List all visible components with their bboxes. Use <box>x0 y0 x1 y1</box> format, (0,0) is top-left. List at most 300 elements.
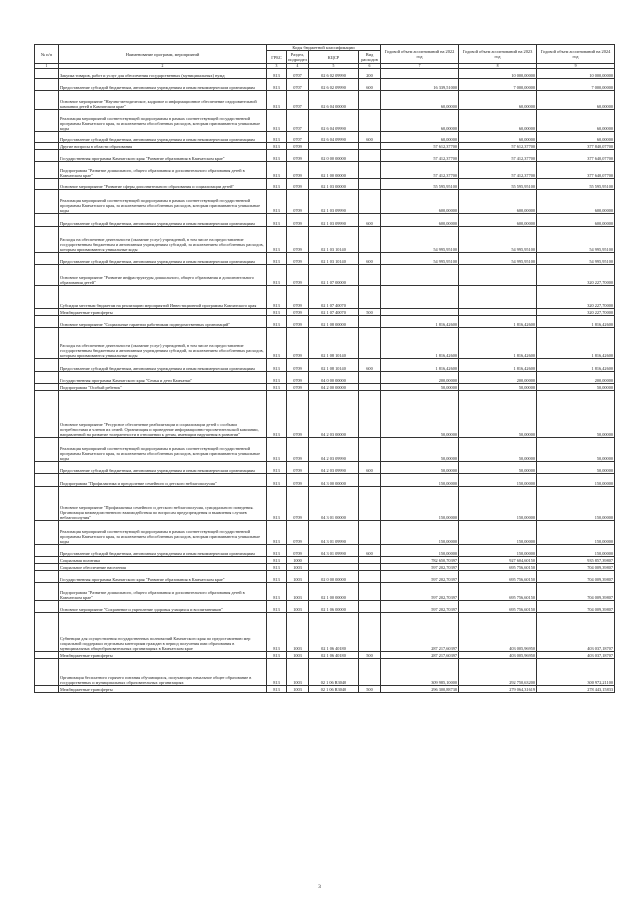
row-name: Предоставление субсидий бюджетным, автономным учреждениям и иным некоммерческим организациям <box>59 132 267 143</box>
row-name: Социальная политика <box>59 557 267 564</box>
row-name: Предоставление субсидий бюджетным, автономным учреждениям и иным некоммерческим организациям <box>59 79 267 91</box>
row-2022: 50,00000 <box>381 438 459 462</box>
row-name: Предоставление субсидий бюджетным, автономным учреждениям и иным некоммерческим организациям <box>59 214 267 227</box>
table-row <box>35 132 615 143</box>
header-2024: Годовой объем ассигнований на 2024 год <box>537 45 615 64</box>
row-2024: 150,00000 <box>537 521 615 545</box>
header-2022: Годовой объем ассигнований на 2022 год <box>381 45 459 64</box>
row-kcsr: 02 6 04 09990 <box>309 132 359 143</box>
row-num <box>35 253 59 265</box>
row-kcsr: 02 0 00 00000 <box>309 150 359 162</box>
row-grbs: 813 <box>267 110 287 132</box>
row-kcsr: 04 2 00 00000 <box>309 384 359 391</box>
row-num <box>35 601 59 613</box>
row-vr: 200 <box>359 69 381 79</box>
row-kcsr <box>309 143 359 150</box>
row-2022: 150,00000 <box>381 545 459 557</box>
header-name: Наименование программ, мероприятий <box>59 45 267 64</box>
row-section: 0709 <box>287 265 309 286</box>
row-grbs: 813 <box>267 384 287 391</box>
row-2023: 600,00000 <box>459 190 537 214</box>
row-vr: 500 <box>359 686 381 693</box>
row-kcsr: 02 1 08 10140 <box>309 359 359 372</box>
index-cell: 1 <box>35 64 59 69</box>
table-row <box>35 79 615 91</box>
row-2024: 320 227,70000 <box>537 265 615 286</box>
row-2024: 320 227,70000 <box>537 309 615 316</box>
table-row <box>35 487 615 521</box>
row-2023: 927 604,60150 <box>459 557 537 564</box>
row-grbs: 813 <box>267 583 287 601</box>
row-2023: 403 005,96950 <box>459 652 537 659</box>
row-num <box>35 309 59 316</box>
row-2022 <box>381 265 459 286</box>
budget-document <box>34 44 614 693</box>
row-2022: 1 816,42600 <box>381 316 459 328</box>
row-section: 0709 <box>287 286 309 309</box>
row-grbs: 813 <box>267 253 287 265</box>
row-2023: 279 064,31619 <box>459 686 537 693</box>
row-2023: 50,00000 <box>459 384 537 391</box>
row-name: Межбюджетные трансферты <box>59 652 267 659</box>
row-grbs: 813 <box>267 372 287 384</box>
row-grbs: 813 <box>267 227 287 253</box>
row-2022: 600,00000 <box>381 190 459 214</box>
row-vr <box>359 438 381 462</box>
row-section: 1003 <box>287 601 309 613</box>
row-num <box>35 557 59 564</box>
row-2024: 200,00000 <box>537 372 615 384</box>
row-kcsr: 04 2 03 00000 <box>309 391 359 438</box>
table-row <box>35 214 615 227</box>
row-grbs: 813 <box>267 391 287 438</box>
row-num <box>35 190 59 214</box>
row-name: Межбюджетные трансферты <box>59 309 267 316</box>
row-2022 <box>381 309 459 316</box>
row-2023: 1 816,42600 <box>459 359 537 372</box>
row-kcsr <box>309 564 359 571</box>
row-name: Государственная программа Камчатского края "Развитие образования в Камчатском крае" <box>59 571 267 583</box>
row-2024: 377 640,07700 <box>537 150 615 162</box>
row-grbs: 813 <box>267 309 287 316</box>
row-section: 0707 <box>287 91 309 110</box>
row-grbs: 813 <box>267 190 287 214</box>
row-grbs: 813 <box>267 545 287 557</box>
row-name: Субвенции для осуществления государственных полномочий Камчатского края по предоставлению мер социальной поддержки отдельным категориям граждан в период получения ими образования в муниципальных общеобразовательных организациях в Камчатском крае <box>59 613 267 652</box>
table-row <box>35 372 615 384</box>
row-2023: 695 756,60150 <box>459 564 537 571</box>
row-name: Подпрограмма "Профилактика и преодоление семейного и детского неблагополучия" <box>59 474 267 487</box>
row-kcsr: 02 1 07 40070 <box>309 309 359 316</box>
row-2023: 50,00000 <box>459 438 537 462</box>
row-2022: 1 816,42600 <box>381 328 459 359</box>
row-grbs: 813 <box>267 474 287 487</box>
row-vr <box>359 190 381 214</box>
row-2024: 60,00000 <box>537 91 615 110</box>
header-num: № п/п <box>35 45 59 64</box>
row-section: 0709 <box>287 359 309 372</box>
row-2022: 597 202,70397 <box>381 601 459 613</box>
header-vr: Вид расходов <box>359 51 381 64</box>
row-kcsr: 02 1 08 10140 <box>309 328 359 359</box>
row-2023: 60,00000 <box>459 110 537 132</box>
row-2024: 54 995,95100 <box>537 227 615 253</box>
row-2022: 16 339,51000 <box>381 79 459 91</box>
row-2023: 1 816,42600 <box>459 316 537 328</box>
row-2022: 54 995,95100 <box>381 253 459 265</box>
row-name: Межбюджетные трансферты <box>59 686 267 693</box>
row-section: 0707 <box>287 69 309 79</box>
row-vr <box>359 521 381 545</box>
row-grbs: 813 <box>267 150 287 162</box>
row-grbs: 813 <box>267 487 287 521</box>
row-vr <box>359 391 381 438</box>
row-2024: 300 972,21100 <box>537 659 615 686</box>
row-name: Основное мероприятие "Социальные гарантии работникам подведомственных организаций" <box>59 316 267 328</box>
index-cell: 2 <box>59 64 267 69</box>
row-grbs: 813 <box>267 286 287 309</box>
row-num <box>35 79 59 91</box>
row-2022: 150,00000 <box>381 474 459 487</box>
row-kcsr: 02 1 07 00000 <box>309 265 359 286</box>
row-kcsr <box>309 557 359 564</box>
table-row <box>35 659 615 686</box>
row-num <box>35 265 59 286</box>
row-name: Основное мероприятие "Развитие инфраструктуры дошкольного, общего образования и дополнительного образования детей" <box>59 265 267 286</box>
table-row <box>35 686 615 693</box>
index-cell: 3 <box>267 64 287 69</box>
row-2023: 55 595,95100 <box>459 179 537 190</box>
row-num <box>35 583 59 601</box>
table-row <box>35 545 615 557</box>
row-2023: 54 995,95100 <box>459 253 537 265</box>
row-grbs: 813 <box>267 265 287 286</box>
row-kcsr: 02 1 03 09990 <box>309 190 359 214</box>
row-kcsr: 02 1 06 40180 <box>309 652 359 659</box>
row-grbs: 813 <box>267 564 287 571</box>
row-grbs: 813 <box>267 462 287 474</box>
row-section: 0709 <box>287 328 309 359</box>
row-section: 1003 <box>287 583 309 601</box>
row-2024: 150,00000 <box>537 487 615 521</box>
table-row <box>35 179 615 190</box>
row-2022: 296 300,88738 <box>381 686 459 693</box>
row-num <box>35 359 59 372</box>
row-2024: 60,00000 <box>537 132 615 143</box>
row-2024: 54 995,95100 <box>537 253 615 265</box>
table-row <box>35 652 615 659</box>
row-2023: 150,00000 <box>459 545 537 557</box>
row-kcsr: 04 3 01 09990 <box>309 521 359 545</box>
index-cell: 9 <box>537 64 615 69</box>
row-vr <box>359 564 381 571</box>
row-num <box>35 462 59 474</box>
row-num <box>35 372 59 384</box>
row-2022: 50,00000 <box>381 391 459 438</box>
row-num <box>35 316 59 328</box>
row-2022: 597 202,70397 <box>381 571 459 583</box>
row-num <box>35 214 59 227</box>
row-vr <box>359 91 381 110</box>
row-name: Реализация мероприятий соответствующей подпрограммы в рамках соответствующей государственной программы Камчатского края, за исключением обособленных расходов, которым присваиваются уникальные коды <box>59 110 267 132</box>
row-num <box>35 545 59 557</box>
row-2023: 57 412,37700 <box>459 162 537 179</box>
row-2024: 704 009,39807 <box>537 583 615 601</box>
row-section: 0707 <box>287 79 309 91</box>
row-2024: 50,00000 <box>537 391 615 438</box>
budget-table <box>34 44 615 693</box>
row-section: 1003 <box>287 564 309 571</box>
row-kcsr: 02 6 02 09990 <box>309 69 359 79</box>
row-section: 0709 <box>287 384 309 391</box>
row-2023: 54 995,95100 <box>459 227 537 253</box>
table-row <box>35 286 615 309</box>
row-section: 0707 <box>287 132 309 143</box>
table-row <box>35 557 615 564</box>
header-codes-group: Коды бюджетной классификации <box>267 45 381 51</box>
table-body <box>35 69 615 693</box>
row-2023: 150,00000 <box>459 521 537 545</box>
table-row <box>35 474 615 487</box>
row-2023: 695 756,60150 <box>459 601 537 613</box>
row-name: Субсидии местным бюджетам на реализацию мероприятий Инвестиционной программы Камчатского края <box>59 286 267 309</box>
row-kcsr: 04 2 03 09990 <box>309 438 359 462</box>
table-row <box>35 143 615 150</box>
row-2022: 150,00000 <box>381 487 459 521</box>
row-2024: 600,00000 <box>537 190 615 214</box>
row-2024: 377 840,07700 <box>537 143 615 150</box>
table-row <box>35 69 615 79</box>
row-section: 1003 <box>287 659 309 686</box>
table-row <box>35 462 615 474</box>
table-row <box>35 190 615 214</box>
row-2023: 600,00000 <box>459 214 537 227</box>
row-vr <box>359 179 381 190</box>
row-2024: 377 640,07700 <box>537 162 615 179</box>
row-vr: 600 <box>359 253 381 265</box>
row-2023: 50,00000 <box>459 391 537 438</box>
row-vr: 500 <box>359 652 381 659</box>
row-vr <box>359 143 381 150</box>
row-2024: 278 443,15833 <box>537 686 615 693</box>
row-vr <box>359 110 381 132</box>
row-2023: 60,00000 <box>459 132 537 143</box>
row-name: Основное мероприятие "Развитие сферы дополнительного образования и социализации детей" <box>59 179 267 190</box>
row-2024: 1 816,42600 <box>537 316 615 328</box>
row-section: 0709 <box>287 487 309 521</box>
row-kcsr: 02 1 03 00000 <box>309 179 359 190</box>
row-kcsr: 02 1 03 10140 <box>309 253 359 265</box>
row-grbs: 813 <box>267 686 287 693</box>
row-2022: 60,00000 <box>381 91 459 110</box>
row-num <box>35 613 59 652</box>
row-grbs: 813 <box>267 359 287 372</box>
row-kcsr: 04 0 00 00000 <box>309 372 359 384</box>
row-2023: 7 000,00000 <box>459 79 537 91</box>
row-2023: 57 412,37700 <box>459 150 537 162</box>
row-2022: 55 595,95100 <box>381 179 459 190</box>
row-name: Основное мероприятие "Сохранение и укрепление здоровья учащихся и воспитанников" <box>59 601 267 613</box>
row-2023: 1 816,42600 <box>459 328 537 359</box>
row-section: 1003 <box>287 686 309 693</box>
row-2022: 57 412,37700 <box>381 150 459 162</box>
row-kcsr: 02 6 04 00000 <box>309 91 359 110</box>
row-name: Основное мероприятие "Профилактика семейного и детского неблагополучия, суицидального поведения. Организация межведомственного взаимодействия по вопросам предупреждения и выявления случаев неблагополучия" <box>59 487 267 521</box>
row-num <box>35 487 59 521</box>
row-num <box>35 571 59 583</box>
row-grbs: 813 <box>267 69 287 79</box>
table-header <box>35 45 615 69</box>
table-row <box>35 162 615 179</box>
row-name: Государственная программа Камчатского края "Развитие образования в Камчатском крае" <box>59 150 267 162</box>
row-vr <box>359 601 381 613</box>
row-kcsr: 02 0 00 00000 <box>309 571 359 583</box>
row-name: Реализация мероприятий соответствующей подпрограммы в рамках соответствующей государственной программы Камчатского края, за исключением обособленных расходов, которым присваиваются уникальные коды <box>59 438 267 462</box>
row-num <box>35 143 59 150</box>
row-vr <box>359 372 381 384</box>
row-section: 0709 <box>287 521 309 545</box>
row-name: Подпрограмма "Развитие дошкольного, общего образования и дополнительного образования детей в Камчатском крае" <box>59 162 267 179</box>
row-vr <box>359 557 381 564</box>
row-num <box>35 474 59 487</box>
row-num <box>35 659 59 686</box>
page-number: 3 <box>318 884 321 890</box>
row-2022 <box>381 286 459 309</box>
row-grbs: 813 <box>267 613 287 652</box>
row-kcsr: 02 6 02 09990 <box>309 79 359 91</box>
row-grbs: 813 <box>267 91 287 110</box>
row-vr <box>359 487 381 521</box>
row-num <box>35 150 59 162</box>
row-vr: 600 <box>359 462 381 474</box>
row-grbs: 813 <box>267 316 287 328</box>
row-2022: 600,00000 <box>381 214 459 227</box>
table-row <box>35 150 615 162</box>
row-vr <box>359 150 381 162</box>
row-name: Реализация мероприятий соответствующей подпрограммы в рамках соответствующей государственной программы Камчатского края, за исключением обособленных расходов, которым присваиваются уникальные коды <box>59 521 267 545</box>
row-num <box>35 227 59 253</box>
row-kcsr: 02 1 06 R3040 <box>309 686 359 693</box>
row-2024: 704 009,39807 <box>537 564 615 571</box>
table-row <box>35 438 615 462</box>
row-grbs: 813 <box>267 79 287 91</box>
row-2022: 597 202,70397 <box>381 564 459 571</box>
row-2023 <box>459 286 537 309</box>
row-num <box>35 384 59 391</box>
row-vr: 600 <box>359 545 381 557</box>
row-grbs: 813 <box>267 601 287 613</box>
row-section: 1003 <box>287 571 309 583</box>
row-vr <box>359 162 381 179</box>
header-section: Раздел, подраздел <box>288 52 307 62</box>
row-2023: 695 756,60150 <box>459 583 537 601</box>
row-num <box>35 686 59 693</box>
row-2022: 57 412,37700 <box>381 162 459 179</box>
row-section: 0709 <box>287 462 309 474</box>
row-2022 <box>381 69 459 79</box>
table-row <box>35 253 615 265</box>
row-2023: 50,00000 <box>459 462 537 474</box>
row-section: 0707 <box>287 110 309 132</box>
row-kcsr: 04 3 01 09990 <box>309 545 359 557</box>
table-row <box>35 391 615 438</box>
row-2023: 10 000,00000 <box>459 69 537 79</box>
row-2023: 200,00000 <box>459 372 537 384</box>
row-num <box>35 438 59 462</box>
row-vr: 600 <box>359 214 381 227</box>
row-2022: 150,00000 <box>381 521 459 545</box>
index-cell: 5 <box>309 64 359 69</box>
row-name: Основное мероприятие "Научно-методическое, кадровое и информационное обеспечение оздоровительной кампании детей в Камчатском крае" <box>59 91 267 110</box>
row-2024: 50,00000 <box>537 384 615 391</box>
row-2024: 1 816,42600 <box>537 359 615 372</box>
row-num <box>35 391 59 438</box>
row-2023: 57 612,37700 <box>459 143 537 150</box>
table-row <box>35 521 615 545</box>
row-section: 0709 <box>287 545 309 557</box>
row-2024: 150,00000 <box>537 474 615 487</box>
row-num <box>35 179 59 190</box>
header-2023: Годовой объем ассигнований на 2023 год <box>459 45 537 64</box>
row-num <box>35 162 59 179</box>
row-kcsr: 02 1 06 00000 <box>309 601 359 613</box>
row-2023: 403 005,96950 <box>459 613 537 652</box>
row-name: Предоставление субсидий бюджетным, автономным учреждениям и иным некоммерческим организациям <box>59 545 267 557</box>
table-row <box>35 359 615 372</box>
row-num <box>35 91 59 110</box>
row-grbs: 813 <box>267 162 287 179</box>
row-2024: 150,00000 <box>537 545 615 557</box>
row-2024: 55 595,95100 <box>537 179 615 190</box>
row-2024: 50,00000 <box>537 438 615 462</box>
row-2023: 60,00000 <box>459 91 537 110</box>
row-section: 0709 <box>287 438 309 462</box>
row-2024: 935 857,39807 <box>537 557 615 564</box>
row-2023: 292 750,63200 <box>459 659 537 686</box>
row-vr <box>359 384 381 391</box>
index-cell: 8 <box>459 64 537 69</box>
table-row <box>35 227 615 253</box>
row-name: Расходы на обеспечение деятельности (оказание услуг) учреждений, в том числе на предоставление государственным бюджетным и автономным учреждениям субсидий, за исключением обособленных расходов, которым присваиваются уникальные коды <box>59 227 267 253</box>
row-vr <box>359 659 381 686</box>
row-2022: 782 650,70397 <box>381 557 459 564</box>
row-kcsr: 02 1 08 00000 <box>309 316 359 328</box>
row-2022: 200,00000 <box>381 372 459 384</box>
row-2024: 320 227,70000 <box>537 286 615 309</box>
table-row <box>35 91 615 110</box>
row-2024: 60,00000 <box>537 110 615 132</box>
row-vr <box>359 328 381 359</box>
table-row <box>35 601 615 613</box>
row-2022: 287 217,60397 <box>381 652 459 659</box>
row-2024: 7 000,00000 <box>537 79 615 91</box>
row-name: Основное мероприятие "Ресурсное обеспечение реабилитации и социализации детей с особыми потребностями и членов их семей. Организация и проведение информационно-просветительской кампании, направленной на развитие толерантности в отношении к детям, имеющим нарушения в развитии" <box>59 391 267 438</box>
row-vr <box>359 474 381 487</box>
row-vr <box>359 583 381 601</box>
row-2023 <box>459 265 537 286</box>
row-2024: 704 009,39807 <box>537 571 615 583</box>
row-section: 0709 <box>287 372 309 384</box>
row-num <box>35 110 59 132</box>
row-vr <box>359 571 381 583</box>
row-2022: 287 217,60397 <box>381 613 459 652</box>
row-name: Закупка товаров, работ и услуг для обеспечения государственных (муниципальных) нужд <box>59 69 267 79</box>
row-vr <box>359 265 381 286</box>
row-kcsr: 02 1 03 10140 <box>309 227 359 253</box>
row-grbs: 813 <box>267 557 287 564</box>
row-grbs: 813 <box>267 438 287 462</box>
row-kcsr: 02 1 03 09990 <box>309 214 359 227</box>
